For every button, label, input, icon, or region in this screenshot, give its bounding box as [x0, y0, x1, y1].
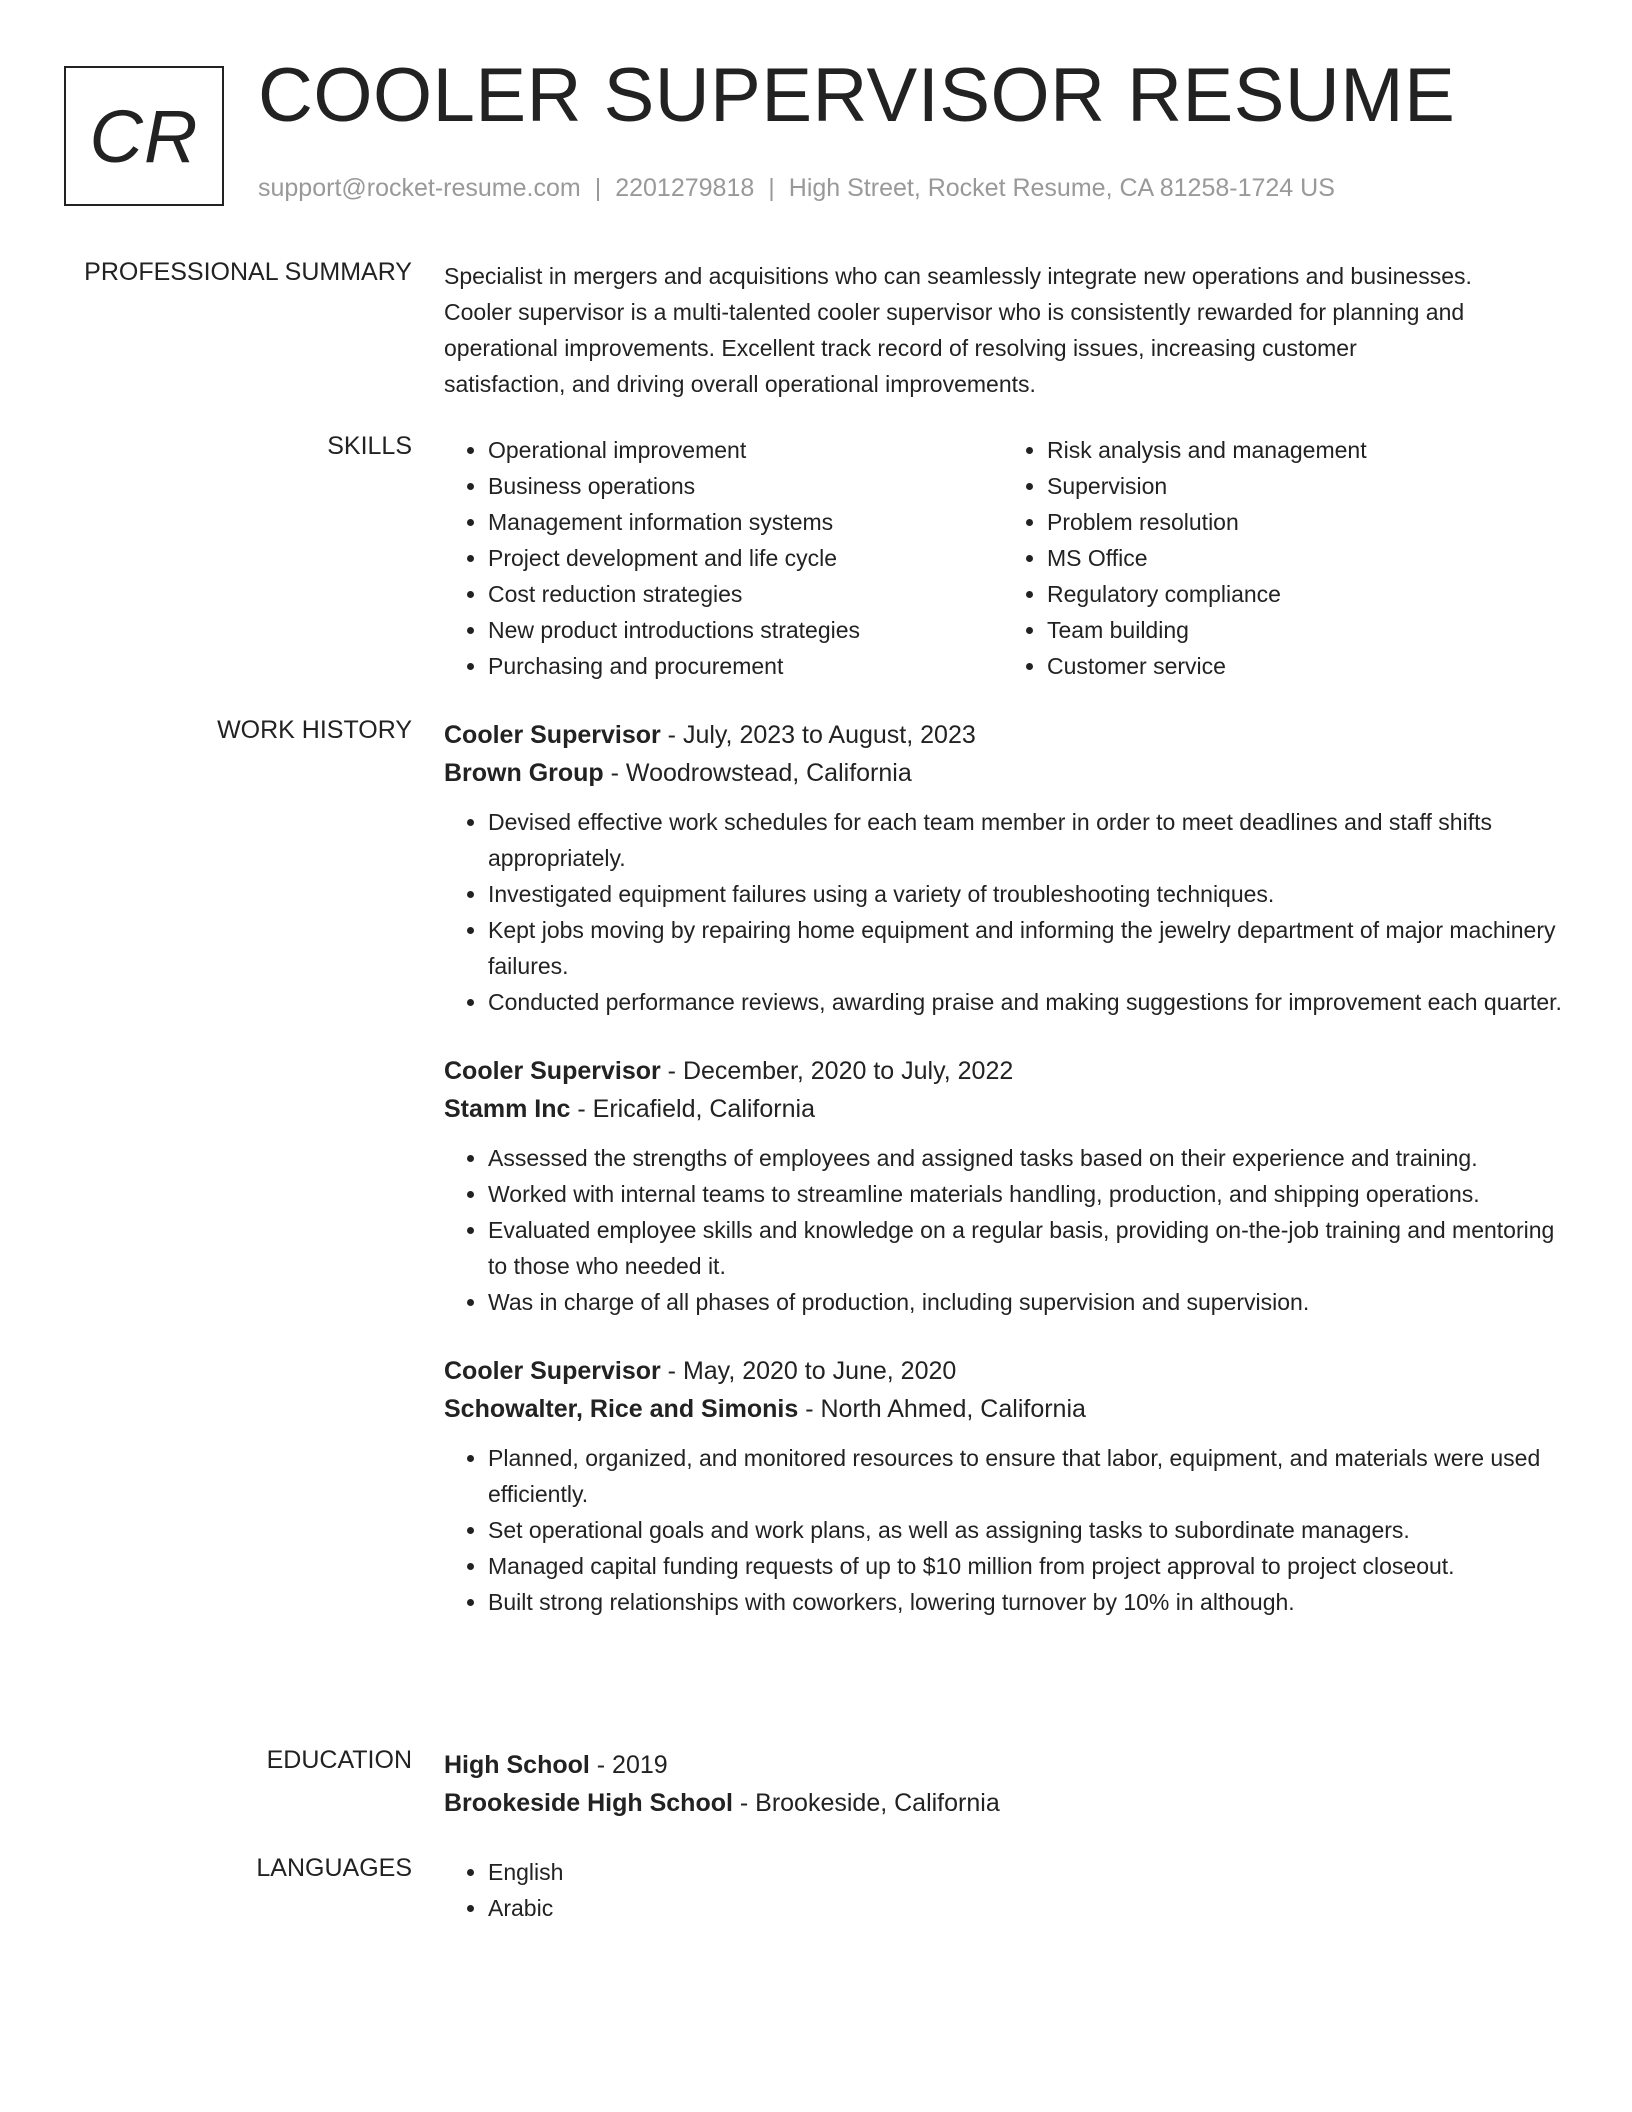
job-company-line	[444, 1090, 1562, 1128]
education-location: - Brookeside, California	[732, 1789, 1000, 1817]
job-bullets	[444, 1140, 1562, 1320]
job-entry	[444, 1352, 1562, 1620]
job-company: Schowalter, Rice and Simonis	[444, 1395, 799, 1423]
skill-item: • Supervision	[1047, 468, 1562, 504]
monogram-badge: CR	[64, 66, 224, 206]
job-bullet: • Conducted performance reviews, awarding praise and making suggestions for improvement each quarter.	[488, 984, 1562, 1020]
skill-item: • Problem resolution	[1047, 504, 1562, 540]
job-dates: - December, 2020 to July, 2022	[660, 1057, 1014, 1085]
languages-body	[444, 1854, 1562, 1926]
summary-text	[444, 258, 1562, 402]
job-title-line	[444, 716, 1562, 754]
skill-item: • MS Office	[1047, 540, 1562, 576]
skill-item: • Team building	[1047, 612, 1562, 648]
skills-list-left	[444, 432, 1003, 684]
job-entry	[444, 1052, 1562, 1320]
skill-item: • Project development and life cycle	[488, 540, 1003, 576]
job-location: - Woodrowstead, California	[603, 759, 912, 787]
job-bullet: • Managed capital funding requests of up to $10 million from project approval to project closeout.	[488, 1548, 1562, 1584]
job-bullet: • Was in charge of all phases of production, including supervision and supervision.	[488, 1284, 1562, 1320]
job-dates: - May, 2020 to June, 2020	[660, 1357, 957, 1385]
summary-line: Cooler supervisor is a multi-talented cooler supervisor who is consistently rewarded for planning and	[444, 299, 1465, 325]
job-bullet: • Worked with internal teams to streamline materials handling, production, and shipping operations.	[488, 1176, 1562, 1212]
job-bullet: • Assessed the strengths of employees and assigned tasks based on their experience and training.	[488, 1140, 1562, 1176]
summary-line: satisfaction, and driving overall operational improvements.	[444, 371, 1036, 397]
job-entry	[444, 716, 1562, 1020]
contact-email: support@rocket-resume.com	[258, 174, 581, 202]
skill-item: • Cost reduction strategies	[488, 576, 1003, 612]
job-company-line	[444, 754, 1562, 792]
job-company: Brown Group	[444, 759, 604, 787]
skills-heading: SKILLS	[327, 432, 412, 460]
contact-separator: |	[594, 174, 602, 202]
page-title: COOLER SUPERVISOR RESUME	[258, 53, 1456, 138]
job-dates: - July, 2023 to August, 2023	[660, 721, 976, 749]
skill-item: • Regulatory compliance	[1047, 576, 1562, 612]
skill-item: • Management information systems	[488, 504, 1003, 540]
job-company-line	[444, 1390, 1562, 1428]
job-location: - Ericafield, California	[570, 1095, 815, 1123]
job-title-line	[444, 1052, 1562, 1090]
contact-address: High Street, Rocket Resume, CA 81258-1724 US	[788, 174, 1335, 202]
education-school-line	[444, 1784, 1562, 1822]
languages-list	[444, 1854, 1562, 1926]
languages-heading: LANGUAGES	[256, 1854, 412, 1882]
skills-list-right	[1003, 432, 1562, 684]
education-heading: EDUCATION	[266, 1746, 412, 1774]
skill-item: • Business operations	[488, 468, 1003, 504]
contact-line	[258, 174, 1335, 203]
education-degree: High School	[444, 1751, 590, 1779]
summary-line: Specialist in mergers and acquisitions who can seamlessly integrate new operations and businesses.	[444, 263, 1472, 289]
skill-item: • Risk analysis and management	[1047, 432, 1562, 468]
contact-separator: |	[768, 174, 775, 202]
education-degree-line	[444, 1746, 1562, 1784]
job-bullet: • Evaluated employee skills and knowledge on a regular basis, providing on-the-job training and mentoring to those who needed it.	[488, 1212, 1562, 1284]
skill-item: • Customer service	[1047, 648, 1562, 684]
summary-line: operational improvements. Excellent track record of resolving issues, increasing customer	[444, 335, 1357, 361]
job-bullet: • Devised effective work schedules for each team member in order to meet deadlines and staff shifts appropriately.	[488, 804, 1562, 876]
job-bullet: • Investigated equipment failures using a variety of troubleshooting techniques.	[488, 876, 1562, 912]
summary-heading: PROFESSIONAL SUMMARY	[84, 258, 412, 286]
job-bullets	[444, 804, 1562, 1020]
job-title-line	[444, 1352, 1562, 1390]
job-title: Cooler Supervisor	[444, 1057, 661, 1085]
contact-phone: 2201279818	[615, 174, 755, 202]
skill-item: • New product introductions strategies	[488, 612, 1003, 648]
work-history-heading: WORK HISTORY	[217, 716, 412, 744]
job-bullets	[444, 1440, 1562, 1620]
job-bullet: • Kept jobs moving by repairing home equipment and informing the jewelry department of major machinery failures.	[488, 912, 1562, 984]
job-company: Stamm Inc	[444, 1095, 571, 1123]
language-item: • English	[488, 1854, 1562, 1890]
job-title: Cooler Supervisor	[444, 721, 661, 749]
job-location: - North Ahmed, California	[798, 1395, 1086, 1423]
education-year: - 2019	[589, 1751, 668, 1779]
job-bullet: • Built strong relationships with coworkers, lowering turnover by 10% in although.	[488, 1584, 1562, 1620]
education-school: Brookeside High School	[444, 1789, 733, 1817]
skill-item: • Operational improvement	[488, 432, 1003, 468]
job-title: Cooler Supervisor	[444, 1357, 661, 1385]
language-item: • Arabic	[488, 1890, 1562, 1926]
work-history-body	[444, 716, 1562, 1652]
skill-item: • Purchasing and procurement	[488, 648, 1003, 684]
job-bullet: • Set operational goals and work plans, as well as assigning tasks to subordinate managers.	[488, 1512, 1562, 1548]
skills-columns	[444, 432, 1562, 684]
job-bullet: • Planned, organized, and monitored resources to ensure that labor, equipment, and materials were used efficiently.	[488, 1440, 1562, 1512]
education-body	[444, 1746, 1562, 1822]
